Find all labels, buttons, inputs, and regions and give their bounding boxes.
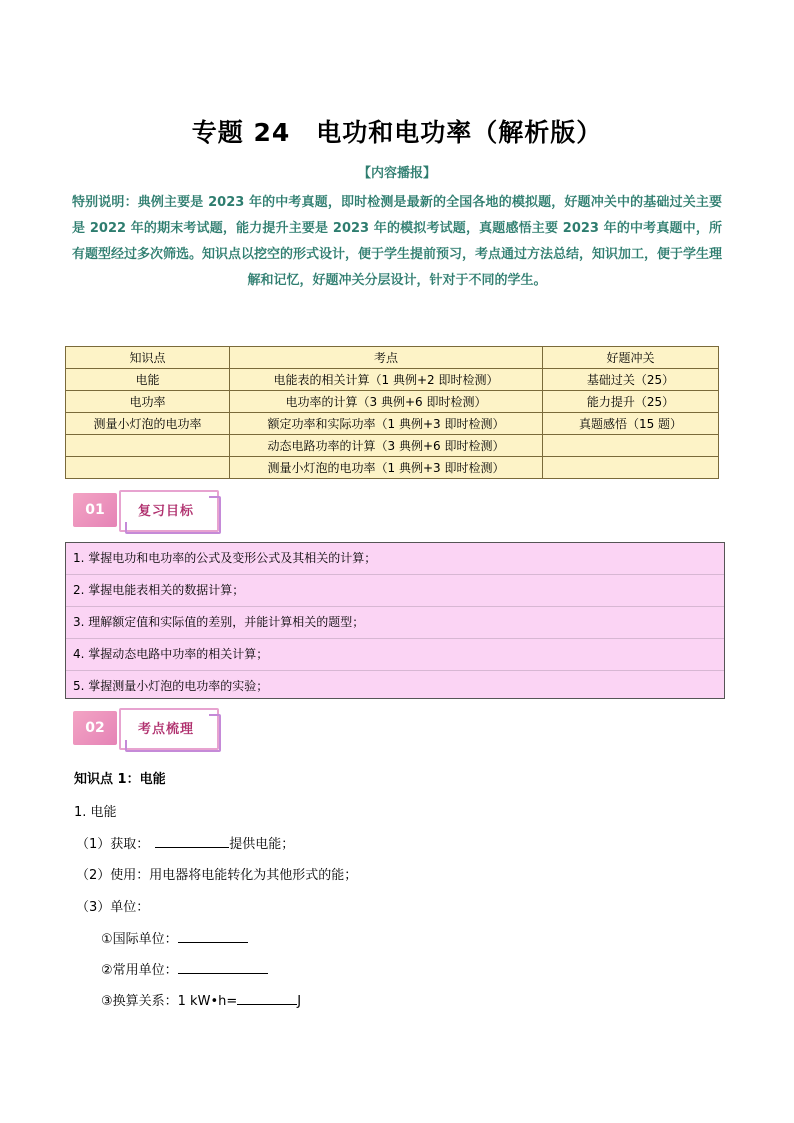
goal-item: 2. 掌握电能表相关的数据计算； bbox=[66, 575, 724, 607]
section-badge-review-goals bbox=[73, 490, 223, 530]
table-cell bbox=[66, 457, 230, 479]
unit-si bbox=[101, 928, 248, 947]
table-cell: 测量小灯泡的电功率 bbox=[66, 413, 230, 435]
unit-common-label: ②常用单位： bbox=[101, 963, 178, 978]
table-cell: 真题感悟（15 题） bbox=[543, 413, 719, 435]
item-heading: 1. 电能 bbox=[74, 805, 117, 820]
table-cell bbox=[543, 435, 719, 457]
unit-common bbox=[101, 959, 268, 978]
review-goals-box bbox=[65, 542, 725, 699]
fill-blank[interactable] bbox=[178, 929, 248, 943]
fill-blank[interactable] bbox=[178, 960, 268, 974]
unit-conversion bbox=[101, 990, 301, 1009]
table-cell: 能力提升（25） bbox=[543, 391, 719, 413]
table-row bbox=[66, 457, 719, 479]
table-header-cell: 好题冲关 bbox=[543, 347, 719, 369]
section-label: 复习目标 bbox=[123, 496, 209, 522]
sub-item-source-prefix: （1）获取： bbox=[76, 837, 150, 852]
table-row bbox=[66, 369, 719, 391]
section-badge-key-points bbox=[73, 708, 223, 748]
knowledge-point-title: 知识点 1：电能 bbox=[74, 772, 166, 787]
table-header-cell: 知识点 bbox=[66, 347, 230, 369]
sub-item-usage: （2）使用：用电器将电能转化为其他形式的能； bbox=[76, 868, 358, 883]
table-row bbox=[66, 413, 719, 435]
table-cell: 额定功率和实际功率（1 典例+3 即时检测） bbox=[230, 413, 543, 435]
sub-item-source bbox=[76, 833, 294, 852]
unit-conversion-prefix: ③换算关系：1 kW•h= bbox=[101, 994, 238, 1009]
sub-item-units: （3）单位： bbox=[76, 900, 150, 915]
section-label: 考点梳理 bbox=[123, 714, 209, 740]
table-cell: 动态电路功率的计算（3 典例+6 即时检测） bbox=[230, 435, 543, 457]
intro-paragraph: 特别说明：典例主要是 2023 年的中考真题，即时检测是最新的全国各地的模拟题，好题冲关中的基础过关主要是 2022 年的期末考试题，能力提升主要是 2023 年的模拟考试题，真题感悟主要 2023 年的中考真题中，所有题型经过多次筛选。知识点以挖空的形式设计，便于学生提前预习，考点通过方法总结，知识加工，便于学生理解和记忆，好题冲关分层设计，针对于不同的学生。 bbox=[72, 195, 723, 288]
table-header-row bbox=[66, 347, 719, 369]
table-row bbox=[66, 435, 719, 457]
unit-si-label: ①国际单位： bbox=[101, 932, 178, 947]
sub-item-source-suffix: 提供电能； bbox=[229, 837, 295, 852]
fill-blank[interactable] bbox=[155, 834, 229, 848]
table-cell: 测量小灯泡的电功率（1 典例+3 即时检测） bbox=[230, 457, 543, 479]
goal-item: 3. 理解额定值和实际值的差别，并能计算相关的题型； bbox=[66, 607, 724, 639]
table-cell: 电能表的相关计算（1 典例+2 即时检测） bbox=[230, 369, 543, 391]
table-cell: 电能 bbox=[66, 369, 230, 391]
section-number: 02 bbox=[73, 711, 117, 745]
outline-table bbox=[65, 346, 719, 479]
table-cell: 电功率 bbox=[66, 391, 230, 413]
unit-conversion-suffix: J bbox=[297, 994, 302, 1009]
page-title: 专题 24 电功和电功率（解析版） bbox=[191, 118, 603, 147]
table-cell: 电功率的计算（3 典例+6 即时检测） bbox=[230, 391, 543, 413]
goal-item: 4. 掌握动态电路中功率的相关计算； bbox=[66, 639, 724, 671]
table-cell: 基础过关（25） bbox=[543, 369, 719, 391]
goal-item: 5. 掌握测量小灯泡的电功率的实验； bbox=[73, 679, 269, 693]
table-cell bbox=[543, 457, 719, 479]
goal-item: 1. 掌握电功和电功率的公式及变形公式及其相关的计算； bbox=[66, 543, 724, 575]
fill-blank[interactable] bbox=[237, 991, 297, 1005]
table-row bbox=[66, 391, 719, 413]
content-broadcast-heading: 【内容播报】 bbox=[357, 166, 436, 181]
section-number: 01 bbox=[73, 493, 117, 527]
table-header-cell: 考点 bbox=[230, 347, 543, 369]
table-cell bbox=[66, 435, 230, 457]
